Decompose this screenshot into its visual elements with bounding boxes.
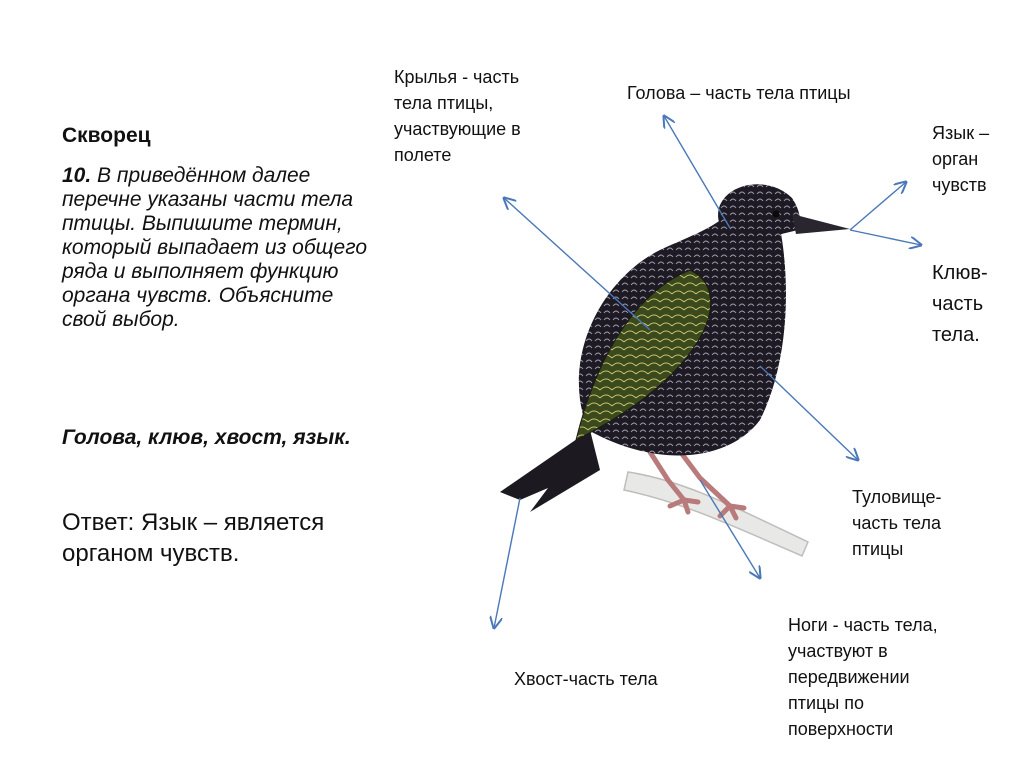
label-legs-line: Ноги - часть тела, [788, 615, 938, 635]
task-body: В приведённом далее перечне указаны части тела птицы. Выпишите термин, который выпадает из общего ряда и выполняет функцию органа чувств. Объясните свой выбор. [62, 164, 368, 331]
branch [624, 472, 808, 556]
bird-eye [773, 211, 780, 218]
label-beak [932, 258, 988, 351]
label-tongue [932, 120, 989, 198]
label-wings-line: тела птицы, [394, 93, 494, 113]
arrow-wings [504, 198, 650, 330]
slide-title: Скворец [62, 124, 151, 147]
bird-head [718, 184, 800, 244]
label-body-line: Туловище- [852, 487, 942, 507]
arrow-body [760, 366, 858, 460]
label-beak-line: Клюв- [932, 262, 988, 284]
terms-list: Голова, клюв, хвост, язык. [62, 426, 351, 449]
label-legs-line: поверхности [788, 719, 894, 739]
arrow-beak [850, 230, 921, 245]
task-number: 10. [62, 164, 92, 187]
label-beak-line: часть [932, 293, 984, 315]
starling-bird-illustration [500, 184, 850, 556]
label-wings-line: участвующие в [394, 119, 521, 139]
label-legs [788, 612, 938, 742]
label-tongue-line: орган [932, 149, 979, 169]
answer-text: Ответ: Язык – является органом чувств. [62, 509, 325, 567]
label-tail [514, 666, 658, 692]
label-legs-line: участвуют в [788, 641, 888, 661]
label-tail-line: Хвост-часть тела [514, 669, 658, 689]
arrow-tail [494, 498, 520, 628]
label-head [627, 80, 851, 106]
label-body [852, 484, 942, 562]
bird-tail [500, 430, 600, 512]
label-legs-line: передвижении [788, 667, 910, 687]
label-wings-line: полете [394, 145, 452, 165]
arrow-tongue [850, 182, 906, 230]
label-body-line: птицы [852, 539, 904, 559]
bird-beak [792, 214, 850, 234]
label-legs-line: птицы по [788, 693, 865, 713]
arrow-head [664, 116, 730, 228]
label-tongue-line: чувств [932, 175, 987, 195]
label-body-line: часть тела [852, 513, 941, 533]
label-tongue-line: Язык – [932, 123, 990, 143]
label-wings-line: Крылья - часть [394, 67, 520, 87]
label-wings [394, 64, 521, 168]
label-beak-line: тела. [932, 324, 980, 346]
label-head-line: Голова – часть тела птицы [627, 83, 851, 103]
